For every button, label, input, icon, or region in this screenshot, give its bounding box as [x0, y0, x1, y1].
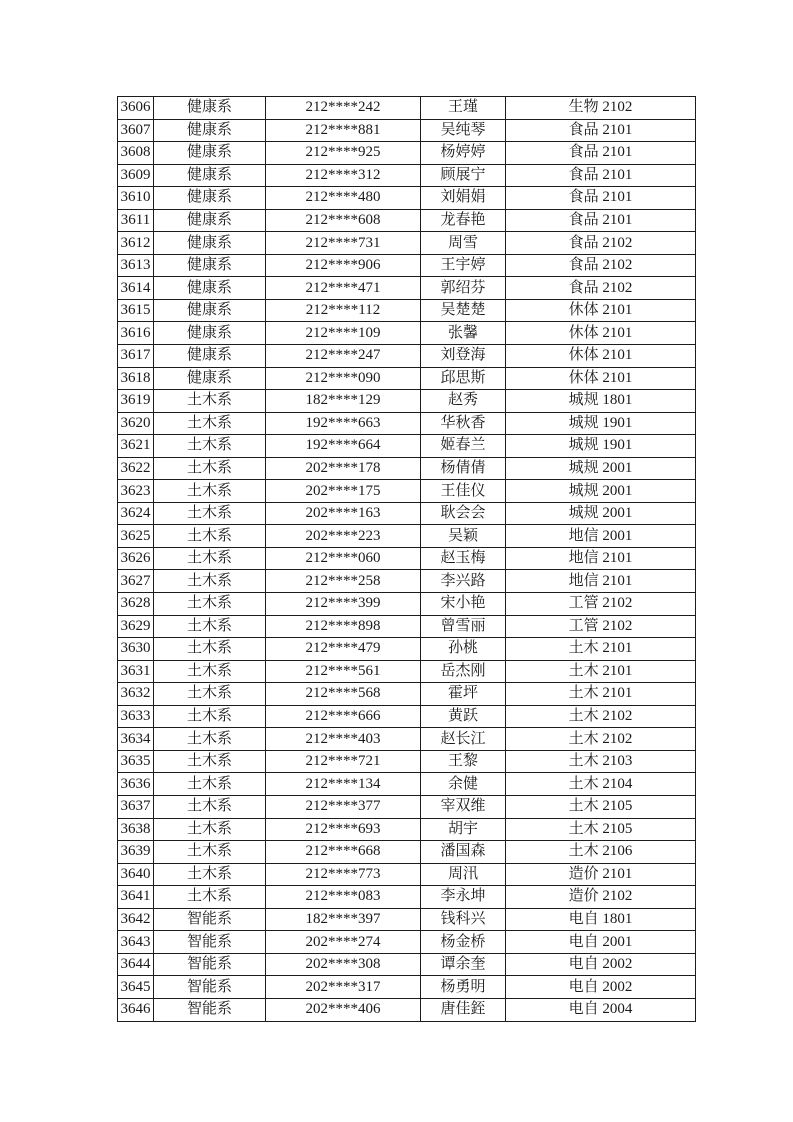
cell-department: 健康系 [154, 367, 266, 390]
cell-department: 健康系 [154, 209, 266, 232]
student-roster-table [117, 96, 696, 1022]
table-row [118, 345, 696, 368]
cell-name: 刘娟娟 [421, 187, 506, 210]
cell-name: 李永坤 [421, 886, 506, 909]
cell-name: 黄跃 [421, 705, 506, 728]
cell-department: 健康系 [154, 119, 266, 142]
cell-name: 张馨 [421, 322, 506, 345]
cell-name: 霍坪 [421, 683, 506, 706]
cell-name: 姬春兰 [421, 435, 506, 458]
cell-class: 地信 2101 [506, 570, 696, 593]
cell-index: 3608 [118, 142, 154, 165]
cell-department: 土木系 [154, 615, 266, 638]
cell-name: 龙春艳 [421, 209, 506, 232]
cell-student-id: 212****399 [266, 593, 421, 616]
table-row [118, 232, 696, 255]
cell-department: 土木系 [154, 886, 266, 909]
cell-class: 工管 2102 [506, 615, 696, 638]
cell-name: 杨勇明 [421, 976, 506, 999]
cell-class: 地信 2101 [506, 547, 696, 570]
cell-index: 3639 [118, 841, 154, 864]
cell-name: 刘登海 [421, 345, 506, 368]
cell-student-id: 212****480 [266, 187, 421, 210]
cell-index: 3620 [118, 412, 154, 435]
cell-student-id: 182****129 [266, 390, 421, 413]
cell-class: 城规 1901 [506, 435, 696, 458]
table-row [118, 976, 696, 999]
cell-name: 周汛 [421, 863, 506, 886]
cell-class: 土木 2101 [506, 660, 696, 683]
cell-class: 城规 2001 [506, 502, 696, 525]
cell-index: 3616 [118, 322, 154, 345]
table-row [118, 728, 696, 751]
cell-name: 耿会会 [421, 502, 506, 525]
cell-department: 智能系 [154, 976, 266, 999]
table-row [118, 209, 696, 232]
cell-department: 土木系 [154, 435, 266, 458]
cell-class: 城规 1901 [506, 412, 696, 435]
cell-department: 健康系 [154, 164, 266, 187]
cell-student-id: 212****312 [266, 164, 421, 187]
cell-index: 3625 [118, 525, 154, 548]
table-row [118, 119, 696, 142]
cell-student-id: 212****247 [266, 345, 421, 368]
cell-department: 健康系 [154, 322, 266, 345]
table-row [118, 638, 696, 661]
cell-student-id: 202****163 [266, 502, 421, 525]
cell-class: 电自 2001 [506, 931, 696, 954]
table-row [118, 593, 696, 616]
cell-class: 食品 2102 [506, 277, 696, 300]
cell-student-id: 212****134 [266, 773, 421, 796]
cell-class: 电自 2004 [506, 998, 696, 1021]
cell-class: 食品 2101 [506, 187, 696, 210]
cell-name: 李兴路 [421, 570, 506, 593]
table-row [118, 908, 696, 931]
cell-index: 3621 [118, 435, 154, 458]
cell-index: 3630 [118, 638, 154, 661]
cell-index: 3623 [118, 480, 154, 503]
cell-name: 邱思斯 [421, 367, 506, 390]
cell-department: 土木系 [154, 863, 266, 886]
cell-class: 土木 2101 [506, 638, 696, 661]
cell-student-id: 212****608 [266, 209, 421, 232]
cell-name: 曾雪丽 [421, 615, 506, 638]
table-row [118, 390, 696, 413]
table-row [118, 254, 696, 277]
table-row [118, 998, 696, 1021]
table-row [118, 164, 696, 187]
cell-student-id: 202****308 [266, 953, 421, 976]
cell-student-id: 212****112 [266, 299, 421, 322]
cell-index: 3606 [118, 97, 154, 120]
table-row [118, 750, 696, 773]
cell-department: 健康系 [154, 232, 266, 255]
cell-student-id: 212****242 [266, 97, 421, 120]
cell-name: 余健 [421, 773, 506, 796]
cell-student-id: 192****663 [266, 412, 421, 435]
cell-index: 3632 [118, 683, 154, 706]
cell-class: 地信 2001 [506, 525, 696, 548]
cell-class: 造价 2101 [506, 863, 696, 886]
table-row [118, 457, 696, 480]
cell-name: 赵玉梅 [421, 547, 506, 570]
table-row [118, 142, 696, 165]
cell-department: 健康系 [154, 142, 266, 165]
cell-index: 3631 [118, 660, 154, 683]
cell-index: 3636 [118, 773, 154, 796]
cell-department: 土木系 [154, 525, 266, 548]
cell-student-id: 212****083 [266, 886, 421, 909]
table-row [118, 435, 696, 458]
cell-department: 土木系 [154, 547, 266, 570]
cell-class: 食品 2101 [506, 164, 696, 187]
cell-student-id: 202****223 [266, 525, 421, 548]
cell-student-id: 202****175 [266, 480, 421, 503]
cell-name: 潘国森 [421, 841, 506, 864]
cell-name: 赵秀 [421, 390, 506, 413]
cell-student-id: 182****397 [266, 908, 421, 931]
cell-student-id: 212****881 [266, 119, 421, 142]
cell-name: 岳杰刚 [421, 660, 506, 683]
cell-index: 3637 [118, 795, 154, 818]
cell-department: 土木系 [154, 683, 266, 706]
cell-name: 谭余奎 [421, 953, 506, 976]
cell-department: 土木系 [154, 390, 266, 413]
cell-name: 宰双维 [421, 795, 506, 818]
cell-name: 吴纯琴 [421, 119, 506, 142]
cell-index: 3622 [118, 457, 154, 480]
cell-student-id: 212****471 [266, 277, 421, 300]
cell-student-id: 212****568 [266, 683, 421, 706]
cell-index: 3640 [118, 863, 154, 886]
cell-name: 孙桃 [421, 638, 506, 661]
cell-department: 健康系 [154, 345, 266, 368]
cell-index: 3629 [118, 615, 154, 638]
cell-name: 杨婷婷 [421, 142, 506, 165]
cell-index: 3624 [118, 502, 154, 525]
cell-student-id: 212****377 [266, 795, 421, 818]
cell-index: 3618 [118, 367, 154, 390]
cell-department: 智能系 [154, 953, 266, 976]
cell-class: 城规 2001 [506, 480, 696, 503]
cell-student-id: 212****906 [266, 254, 421, 277]
cell-index: 3645 [118, 976, 154, 999]
cell-class: 土木 2103 [506, 750, 696, 773]
table-row [118, 841, 696, 864]
cell-index: 3633 [118, 705, 154, 728]
table-row [118, 570, 696, 593]
cell-department: 土木系 [154, 660, 266, 683]
cell-class: 电自 2002 [506, 976, 696, 999]
cell-department: 土木系 [154, 773, 266, 796]
cell-department: 土木系 [154, 570, 266, 593]
cell-name: 杨倩倩 [421, 457, 506, 480]
table-row [118, 931, 696, 954]
cell-index: 3626 [118, 547, 154, 570]
cell-class: 食品 2102 [506, 232, 696, 255]
cell-class: 城规 2001 [506, 457, 696, 480]
cell-index: 3635 [118, 750, 154, 773]
cell-student-id: 212****773 [266, 863, 421, 886]
cell-student-id: 212****898 [266, 615, 421, 638]
cell-name: 钱科兴 [421, 908, 506, 931]
cell-class: 生物 2102 [506, 97, 696, 120]
cell-name: 宋小艳 [421, 593, 506, 616]
cell-name: 杨金桥 [421, 931, 506, 954]
table-row [118, 187, 696, 210]
cell-student-id: 212****109 [266, 322, 421, 345]
cell-student-id: 212****479 [266, 638, 421, 661]
cell-name: 胡宇 [421, 818, 506, 841]
cell-student-id: 212****561 [266, 660, 421, 683]
cell-department: 土木系 [154, 457, 266, 480]
cell-index: 3628 [118, 593, 154, 616]
table-row [118, 660, 696, 683]
cell-department: 健康系 [154, 277, 266, 300]
cell-class: 电自 1801 [506, 908, 696, 931]
table-row [118, 886, 696, 909]
cell-index: 3642 [118, 908, 154, 931]
cell-class: 土木 2101 [506, 683, 696, 706]
cell-index: 3615 [118, 299, 154, 322]
cell-index: 3607 [118, 119, 154, 142]
cell-index: 3644 [118, 953, 154, 976]
cell-class: 土木 2105 [506, 795, 696, 818]
cell-index: 3627 [118, 570, 154, 593]
cell-class: 食品 2101 [506, 119, 696, 142]
cell-department: 智能系 [154, 998, 266, 1021]
cell-class: 城规 1801 [506, 390, 696, 413]
cell-department: 土木系 [154, 795, 266, 818]
cell-index: 3619 [118, 390, 154, 413]
cell-index: 3617 [118, 345, 154, 368]
cell-class: 休体 2101 [506, 345, 696, 368]
cell-name: 吴楚楚 [421, 299, 506, 322]
cell-class: 工管 2102 [506, 593, 696, 616]
cell-name: 吴颖 [421, 525, 506, 548]
table-row [118, 322, 696, 345]
cell-class: 土木 2102 [506, 705, 696, 728]
cell-department: 健康系 [154, 187, 266, 210]
student-roster-body [118, 97, 696, 1022]
cell-class: 休体 2101 [506, 322, 696, 345]
cell-index: 3610 [118, 187, 154, 210]
cell-department: 土木系 [154, 412, 266, 435]
table-row [118, 863, 696, 886]
cell-class: 造价 2102 [506, 886, 696, 909]
cell-class: 土木 2104 [506, 773, 696, 796]
cell-index: 3646 [118, 998, 154, 1021]
cell-name: 赵长江 [421, 728, 506, 751]
cell-student-id: 212****090 [266, 367, 421, 390]
cell-name: 王宇婷 [421, 254, 506, 277]
table-row [118, 502, 696, 525]
cell-name: 唐佳銍 [421, 998, 506, 1021]
table-row [118, 705, 696, 728]
cell-student-id: 202****317 [266, 976, 421, 999]
cell-class: 休体 2101 [506, 367, 696, 390]
cell-department: 土木系 [154, 593, 266, 616]
table-row [118, 818, 696, 841]
cell-index: 3612 [118, 232, 154, 255]
cell-department: 土木系 [154, 502, 266, 525]
cell-class: 电自 2002 [506, 953, 696, 976]
cell-department: 土木系 [154, 841, 266, 864]
cell-department: 土木系 [154, 818, 266, 841]
cell-name: 顾展宁 [421, 164, 506, 187]
table-row [118, 615, 696, 638]
cell-department: 土木系 [154, 638, 266, 661]
cell-class: 食品 2101 [506, 142, 696, 165]
cell-student-id: 212****668 [266, 841, 421, 864]
cell-index: 3613 [118, 254, 154, 277]
cell-department: 健康系 [154, 299, 266, 322]
cell-student-id: 202****406 [266, 998, 421, 1021]
table-row [118, 299, 696, 322]
cell-index: 3641 [118, 886, 154, 909]
cell-department: 健康系 [154, 97, 266, 120]
table-row [118, 480, 696, 503]
table-row [118, 412, 696, 435]
cell-class: 土木 2102 [506, 728, 696, 751]
cell-class: 休体 2101 [506, 299, 696, 322]
cell-class: 食品 2101 [506, 209, 696, 232]
cell-index: 3614 [118, 277, 154, 300]
cell-department: 智能系 [154, 931, 266, 954]
cell-name: 王黎 [421, 750, 506, 773]
table-row [118, 547, 696, 570]
cell-class: 食品 2102 [506, 254, 696, 277]
cell-name: 王佳仪 [421, 480, 506, 503]
cell-name: 华秋香 [421, 412, 506, 435]
cell-student-id: 212****693 [266, 818, 421, 841]
cell-class: 土木 2106 [506, 841, 696, 864]
cell-department: 智能系 [154, 908, 266, 931]
cell-department: 健康系 [154, 254, 266, 277]
table-row [118, 97, 696, 120]
cell-index: 3634 [118, 728, 154, 751]
cell-student-id: 202****178 [266, 457, 421, 480]
cell-student-id: 212****403 [266, 728, 421, 751]
cell-department: 土木系 [154, 480, 266, 503]
cell-index: 3643 [118, 931, 154, 954]
cell-student-id: 212****731 [266, 232, 421, 255]
table-row [118, 773, 696, 796]
cell-student-id: 202****274 [266, 931, 421, 954]
cell-name: 周雪 [421, 232, 506, 255]
cell-name: 郭绍芬 [421, 277, 506, 300]
table-row [118, 953, 696, 976]
cell-student-id: 212****721 [266, 750, 421, 773]
cell-index: 3638 [118, 818, 154, 841]
cell-index: 3609 [118, 164, 154, 187]
cell-department: 土木系 [154, 705, 266, 728]
cell-department: 土木系 [154, 728, 266, 751]
cell-student-id: 212****666 [266, 705, 421, 728]
cell-class: 土木 2105 [506, 818, 696, 841]
cell-index: 3611 [118, 209, 154, 232]
table-row [118, 683, 696, 706]
table-row [118, 525, 696, 548]
cell-student-id: 192****664 [266, 435, 421, 458]
cell-student-id: 212****925 [266, 142, 421, 165]
table-row [118, 277, 696, 300]
table-row [118, 795, 696, 818]
cell-student-id: 212****060 [266, 547, 421, 570]
table-row [118, 367, 696, 390]
cell-student-id: 212****258 [266, 570, 421, 593]
cell-name: 王瑾 [421, 97, 506, 120]
cell-department: 土木系 [154, 750, 266, 773]
